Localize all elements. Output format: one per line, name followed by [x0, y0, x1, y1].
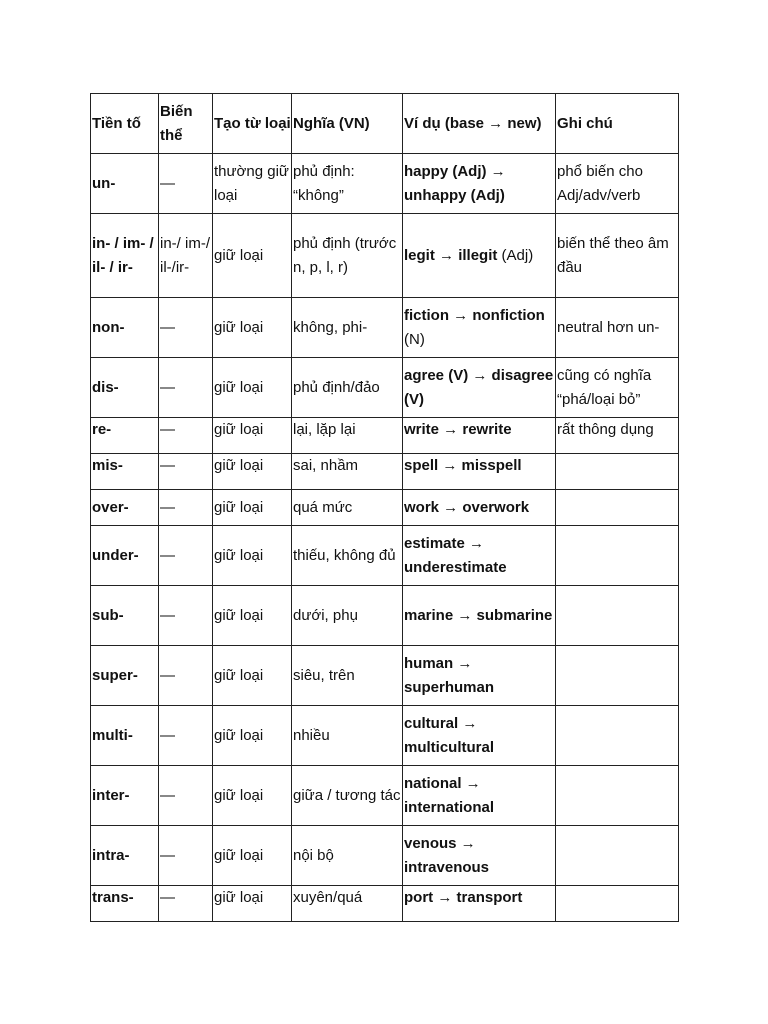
meaning-cell: thiếu, không đủ [292, 526, 403, 586]
wordclass-cell: giữ loại [213, 490, 292, 526]
example-new: disagree (V) [404, 366, 554, 408]
variant-cell: — [159, 826, 213, 886]
table-row [91, 298, 679, 358]
wordclass-cell: giữ loại [213, 526, 292, 586]
variant-cell: — [159, 586, 213, 646]
example-base: human [404, 654, 454, 672]
meaning-cell: phủ định: “không” [292, 154, 403, 214]
wordclass-cell: giữ loại [213, 358, 292, 418]
arrow: → [438, 457, 462, 474]
table-row [91, 886, 679, 922]
wordclass-cell: giữ loại [213, 454, 292, 490]
wordclass-cell: giữ loại [213, 418, 292, 454]
wordclass-cell: giữ loại [213, 826, 292, 886]
table-row [91, 586, 679, 646]
prefix-cell: sub- [91, 586, 159, 646]
example-base: fiction [404, 306, 449, 324]
prefix-cell: un- [91, 154, 159, 214]
example-new: misspell [461, 457, 522, 474]
example-new: unhappy (Adj) [404, 186, 505, 204]
prefix-cell: inter- [91, 766, 159, 826]
meaning-cell: nội bộ [292, 826, 403, 886]
wordclass-cell: giữ loại [213, 214, 292, 298]
variant-cell: in-/ im-/ il-/ir- [159, 214, 213, 298]
table-row [91, 826, 679, 886]
arrow: → [464, 534, 485, 552]
wordclass-cell: giữ loại [213, 298, 292, 358]
meaning-cell: lại, lặp lại [292, 418, 403, 454]
table-row [91, 358, 679, 418]
variant-cell: — [159, 706, 213, 766]
example-base: cultural [404, 714, 459, 732]
variant-cell: — [159, 526, 213, 586]
variant-cell: — [159, 646, 213, 706]
meaning-cell: xuyên/quá [292, 886, 403, 922]
variant-cell: — [159, 886, 213, 922]
note-cell: neutral hơn un- [556, 298, 679, 358]
example-base: spell [404, 457, 439, 474]
arrow: → [453, 654, 473, 672]
arrow: → [456, 834, 476, 852]
prefix-table [90, 93, 679, 922]
example-base: agree (V) [404, 366, 469, 384]
header-note: Ghi chú [556, 94, 679, 154]
arrow: → [453, 606, 477, 624]
table-row [91, 154, 679, 214]
note-cell [556, 766, 679, 826]
example-tail: (N) [404, 330, 425, 348]
header-prefix: Tiền tố [91, 94, 159, 154]
meaning-cell: siêu, trên [292, 646, 403, 706]
prefix-cell: in- / im- / il- / ir- [91, 214, 159, 298]
example-new: multicultural [404, 738, 495, 756]
example-cell [403, 418, 556, 454]
variant-cell: — [159, 766, 213, 826]
example-base: port [404, 889, 434, 906]
arrow: → [434, 246, 459, 264]
example-cell [403, 826, 556, 886]
variant-cell: — [159, 418, 213, 454]
variant-cell: — [159, 298, 213, 358]
arrow: → [468, 366, 492, 384]
note-cell: biến thể theo âm đầu [556, 214, 679, 298]
example-new: illegit [458, 246, 498, 264]
note-cell: rất thông dụng [556, 418, 679, 454]
variant-cell: — [159, 490, 213, 526]
prefix-cell: over- [91, 490, 159, 526]
meaning-cell: không, phi- [292, 298, 403, 358]
header-row [91, 94, 679, 154]
example-cell [403, 526, 556, 586]
meaning-cell: quá mức [292, 490, 403, 526]
wordclass-cell: giữ loại [213, 646, 292, 706]
arrow: → [439, 421, 463, 438]
arrow: → [458, 714, 478, 732]
table-row [91, 526, 679, 586]
arrow: → [449, 306, 473, 324]
variant-cell: — [159, 154, 213, 214]
note-cell [556, 826, 679, 886]
example-cell [403, 214, 556, 298]
prefix-cell: multi- [91, 706, 159, 766]
prefix-cell: trans- [91, 886, 159, 922]
prefix-cell: under- [91, 526, 159, 586]
example-base: marine [404, 606, 454, 624]
example-new: submarine [476, 606, 553, 624]
wordclass-cell: giữ loại [213, 706, 292, 766]
variant-cell: — [159, 358, 213, 418]
note-cell [556, 706, 679, 766]
prefix-cell: non- [91, 298, 159, 358]
example-cell [403, 766, 556, 826]
note-cell: phổ biến cho Adj/adv/verb [556, 154, 679, 214]
note-cell: cũng có nghĩa “phá/loại bỏ” [556, 358, 679, 418]
note-cell [556, 646, 679, 706]
table-row [91, 490, 679, 526]
arrow: → [461, 774, 481, 792]
note-cell [556, 886, 679, 922]
example-cell [403, 706, 556, 766]
example-new: international [404, 798, 495, 816]
example-new: intravenous [404, 858, 490, 876]
example-base: national [404, 774, 462, 792]
wordclass-cell: giữ loại [213, 766, 292, 826]
header-example: Ví dụ (base → new) [403, 94, 556, 154]
prefix-cell: mis- [91, 454, 159, 490]
example-base: write [404, 421, 440, 438]
header-wordclass: Tạo từ loại [213, 94, 292, 154]
wordclass-cell: giữ loại [213, 586, 292, 646]
example-cell [403, 454, 556, 490]
example-cell [403, 298, 556, 358]
example-base: happy (Adj) [404, 162, 487, 180]
meaning-cell: nhiều [292, 706, 403, 766]
example-new: underestimate [404, 558, 507, 576]
arrow: → [433, 889, 457, 906]
meaning-cell: phủ định/đảo [292, 358, 403, 418]
example-base: venous [404, 834, 457, 852]
meaning-cell: giữa / tương tác [292, 766, 403, 826]
prefix-cell: super- [91, 646, 159, 706]
note-cell [556, 586, 679, 646]
example-new: superhuman [404, 678, 495, 696]
example-cell [403, 358, 556, 418]
example-cell [403, 646, 556, 706]
note-cell [556, 526, 679, 586]
example-cell [403, 490, 556, 526]
meaning-cell: phủ định (trước n, p, l, r) [292, 214, 403, 298]
wordclass-cell: thường giữ loại [213, 154, 292, 214]
example-new: overwork [462, 498, 530, 516]
table-row [91, 418, 679, 454]
table-row [91, 214, 679, 298]
table-row [91, 454, 679, 490]
meaning-cell: sai, nhầm [292, 454, 403, 490]
meaning-cell: dưới, phụ [292, 586, 403, 646]
example-cell [403, 154, 556, 214]
example-base: legit [404, 246, 435, 264]
prefix-cell: intra- [91, 826, 159, 886]
table-row [91, 766, 679, 826]
example-base: estimate [404, 534, 465, 552]
example-new: rewrite [462, 421, 512, 438]
note-cell [556, 490, 679, 526]
example-cell [403, 886, 556, 922]
header-variant: Biến thể [159, 94, 213, 154]
arrow: → [439, 498, 463, 516]
example-new: transport [456, 889, 523, 906]
arrow: → [486, 162, 506, 180]
example-new: nonfiction [472, 306, 545, 324]
example-base: work [404, 498, 440, 516]
table-row [91, 646, 679, 706]
note-cell [556, 454, 679, 490]
table-row [91, 706, 679, 766]
prefix-cell: re- [91, 418, 159, 454]
header-meaning: Nghĩa (VN) [292, 94, 403, 154]
prefix-cell: dis- [91, 358, 159, 418]
example-tail: (Adj) [497, 246, 534, 264]
variant-cell: — [159, 454, 213, 490]
example-cell [403, 586, 556, 646]
wordclass-cell: giữ loại [213, 886, 292, 922]
